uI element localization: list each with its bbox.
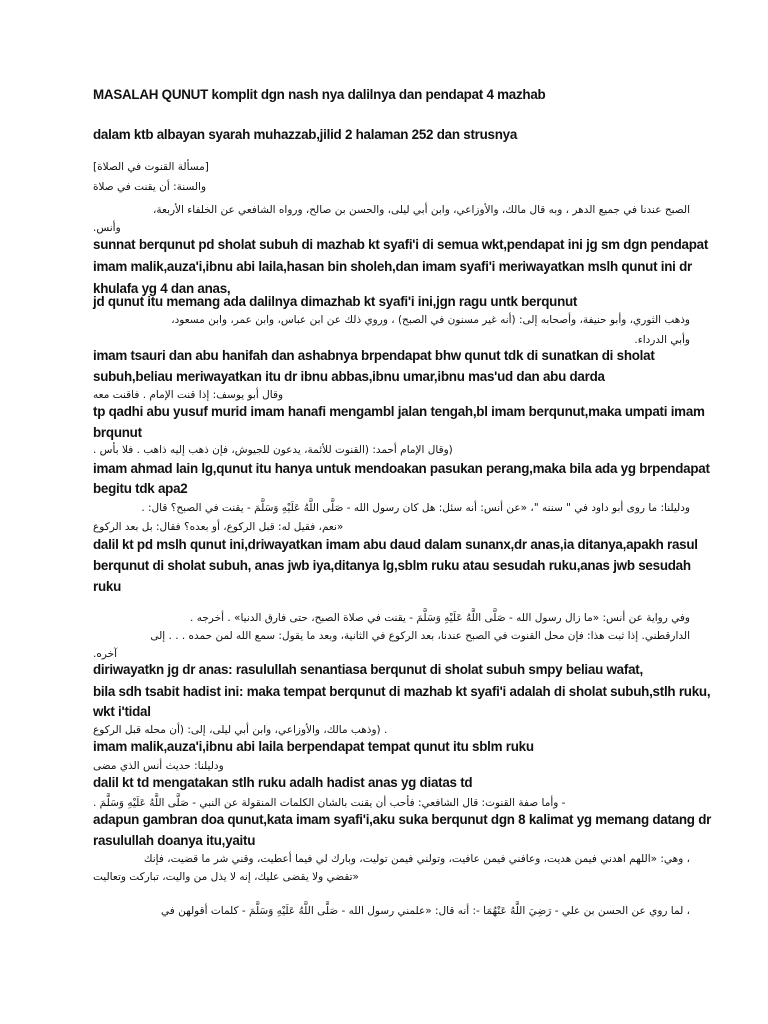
arabic-line: الصبح عندنا في جميع الدهر ، وبه قال مالك، والأوزاعي، وابن أبي ليلى، والحسن بن صالح، ورواه الشافعي عن الخلفاء الأربعة، [152, 204, 690, 216]
text-line: bila sdh tsabit hadist ini: maka tempat berqunut di mazhab kt syafi'i adalah di sholat subuh,stlh ruku, [93, 684, 711, 699]
arabic-line: - وأما صفة القنوت: قال الشافعي: فأحب أن يقنت بالشان الكلمات المنقولة عن النبي - صَلَّى اللَّهُ عَلَيْهِ وَسَلَّمَ . [93, 797, 566, 809]
arabic-line: آخره. [93, 648, 118, 660]
text-line: ruku [93, 579, 122, 594]
text-line: berqunut di sholat subuh, anas jwb iya,ditanya lg,sblm ruku atau sesudah ruku,anas jwb sesudah [93, 558, 691, 573]
arabic-line: [مسألة القنوت في الصلاة] [93, 161, 209, 173]
arabic-line: وقال أبو يوسف: إذا قنت الإمام . فاقنت معه [93, 389, 284, 401]
text-line: subuh,beliau meriwayatkan itu dr ibnu abbas,ibnu umar,ibnu mas'ud dan abu darda [93, 369, 605, 384]
text-line: dalil kt pd mslh qunut ini,driwayatkan imam abu daud dalam sunanx,dr anas,ia ditanya,apakh rasul [93, 537, 698, 552]
text-line: rasulullah doanya itu,yaitu [93, 833, 256, 848]
document-title: MASALAH QUNUT komplit dgn nash nya dalilnya dan pendapat 4 mazhab [93, 87, 546, 102]
arabic-line: وفي رواية عن أنس: «ما زال رسول الله - صَلَّى اللَّهُ عَلَيْهِ وَسَلَّمَ - يقنت في صلاة الصبح، حتى فارق الدنيا» . أخرجه . [190, 612, 690, 624]
text-line: imam ahmad lain lg,qunut itu hanya untuk mendoakan pasukan perang,maka bila ada yg brpendapat [93, 461, 710, 476]
arabic-line: والسنة: أن يقنت في صلاة [93, 181, 207, 193]
arabic-line: (وقال الإمام أحمد: (القنوت للأئمة، يدعون للجيوش، فإن ذهب إليه ذاهب . فلا بأس . [93, 444, 453, 456]
arabic-line: الدارقطني. إذا ثبت هذا: فإن محل القنوت في الصبح عندنا، بعد الركوع في الثانية، وبعد ما يقول: سمع الله لمن حمده . . . إلى [150, 630, 690, 642]
arabic-line: ، وهي: «اللهم اهدني فيمن هديت، وعافني فيمن عافيت، وتولني فيمن توليت، وبارك لي فيما أعطيت، وقني شر ما قضيت، فإنك [143, 853, 690, 865]
arabic-line: «نعم، فقيل له: قبل الركوع، أو بعده؟ فقال: بل بعد الركوع [93, 521, 344, 533]
text-line: diriwayatkn jg dr anas: rasulullah senantiasa berqunut di sholat subuh smpy beliau wafat, [93, 662, 643, 677]
arabic-line: وذهب الثوري، وأبو حنيفة، وأصحابه إلى: (أنه غير مسنون في الصبح) ، وروي ذلك عن ابن عباس، وابن عمر، وابن مسعود، [171, 314, 690, 326]
arabic-line: . (وذهب مالك، والأوزاعي، وابن أبي ليلى، إلى: (أن محله قبل الركوع [93, 724, 388, 736]
text-line: imam malik,auza'i,ibnu abi laila berpendapat tempat qunut itu sblm ruku [93, 739, 534, 754]
text-line: adapun gambran doa qunut,kata imam syafi'i,aku suka berqunut dgn 8 kalimat yg memang datang dr [93, 812, 712, 827]
text-line: jd qunut itu memang ada dalilnya dimazhab kt syafi'i ini,jgn ragu untk berqunut [93, 294, 578, 309]
text-line: sunnat berqunut pd sholat subuh di mazhab kt syafi'i di semua wkt,pendapat ini jg sm dgn pendapat [93, 237, 709, 252]
arabic-line: وأبي الدرداء. [634, 334, 690, 346]
arabic-line: وأنس. [93, 222, 121, 234]
arabic-line: ودليلنا: ما روى أبو داود في " سننه "، «عن أنس: أنه سئل: هل كان رسول الله - صَلَّى اللَّهُ عَلَيْهِ وَسَلَّمَ - يقنت في الصبح؟ قال: . [141, 502, 690, 514]
text-line: begitu tdk apa2 [93, 481, 188, 496]
text-line: khulafa yg 4 dan anas, [93, 281, 231, 296]
text-line: tp qadhi abu yusuf murid imam hanafi mengambl jalan tengah,bl imam berqunut,maka umpati imam [93, 404, 705, 419]
text-line: wkt i'tidal [93, 704, 151, 719]
text-line: dalil kt td mengatakan stlh ruku adalh hadist anas yg diatas td [93, 775, 473, 790]
arabic-line: ، لما روي عن الحسن بن علي - رَضِيَ اللَّهُ عَنْهُمَا -: أنه قال: «علمني رسول الله - صَلَّى اللَّهُ عَلَيْهِ وَسَلَّمَ - كلمات أقولهن في [161, 905, 690, 917]
text-line: imam tsauri dan abu hanifah dan ashabnya brpendapat bhw qunut tdk di sunatkan di sholat [93, 348, 655, 363]
document-subtitle: dalam ktb albayan syarah muhazzab,jilid 2 halaman 252 dan strusnya [93, 127, 518, 142]
arabic-line: ودليلنا: حديث أنس الذي مضى [93, 760, 224, 772]
text-line: imam malik,auza'i,ibnu abi laila,hasan bin sholeh,dan imam syafi'i meriwayatkan mslh qunut ini dr [93, 259, 692, 274]
text-line: brqunut [93, 425, 142, 440]
arabic-line: «تقضي ولا يقضى عليك، إنه لا يذل من واليت، تباركت وتعاليت [93, 871, 359, 883]
